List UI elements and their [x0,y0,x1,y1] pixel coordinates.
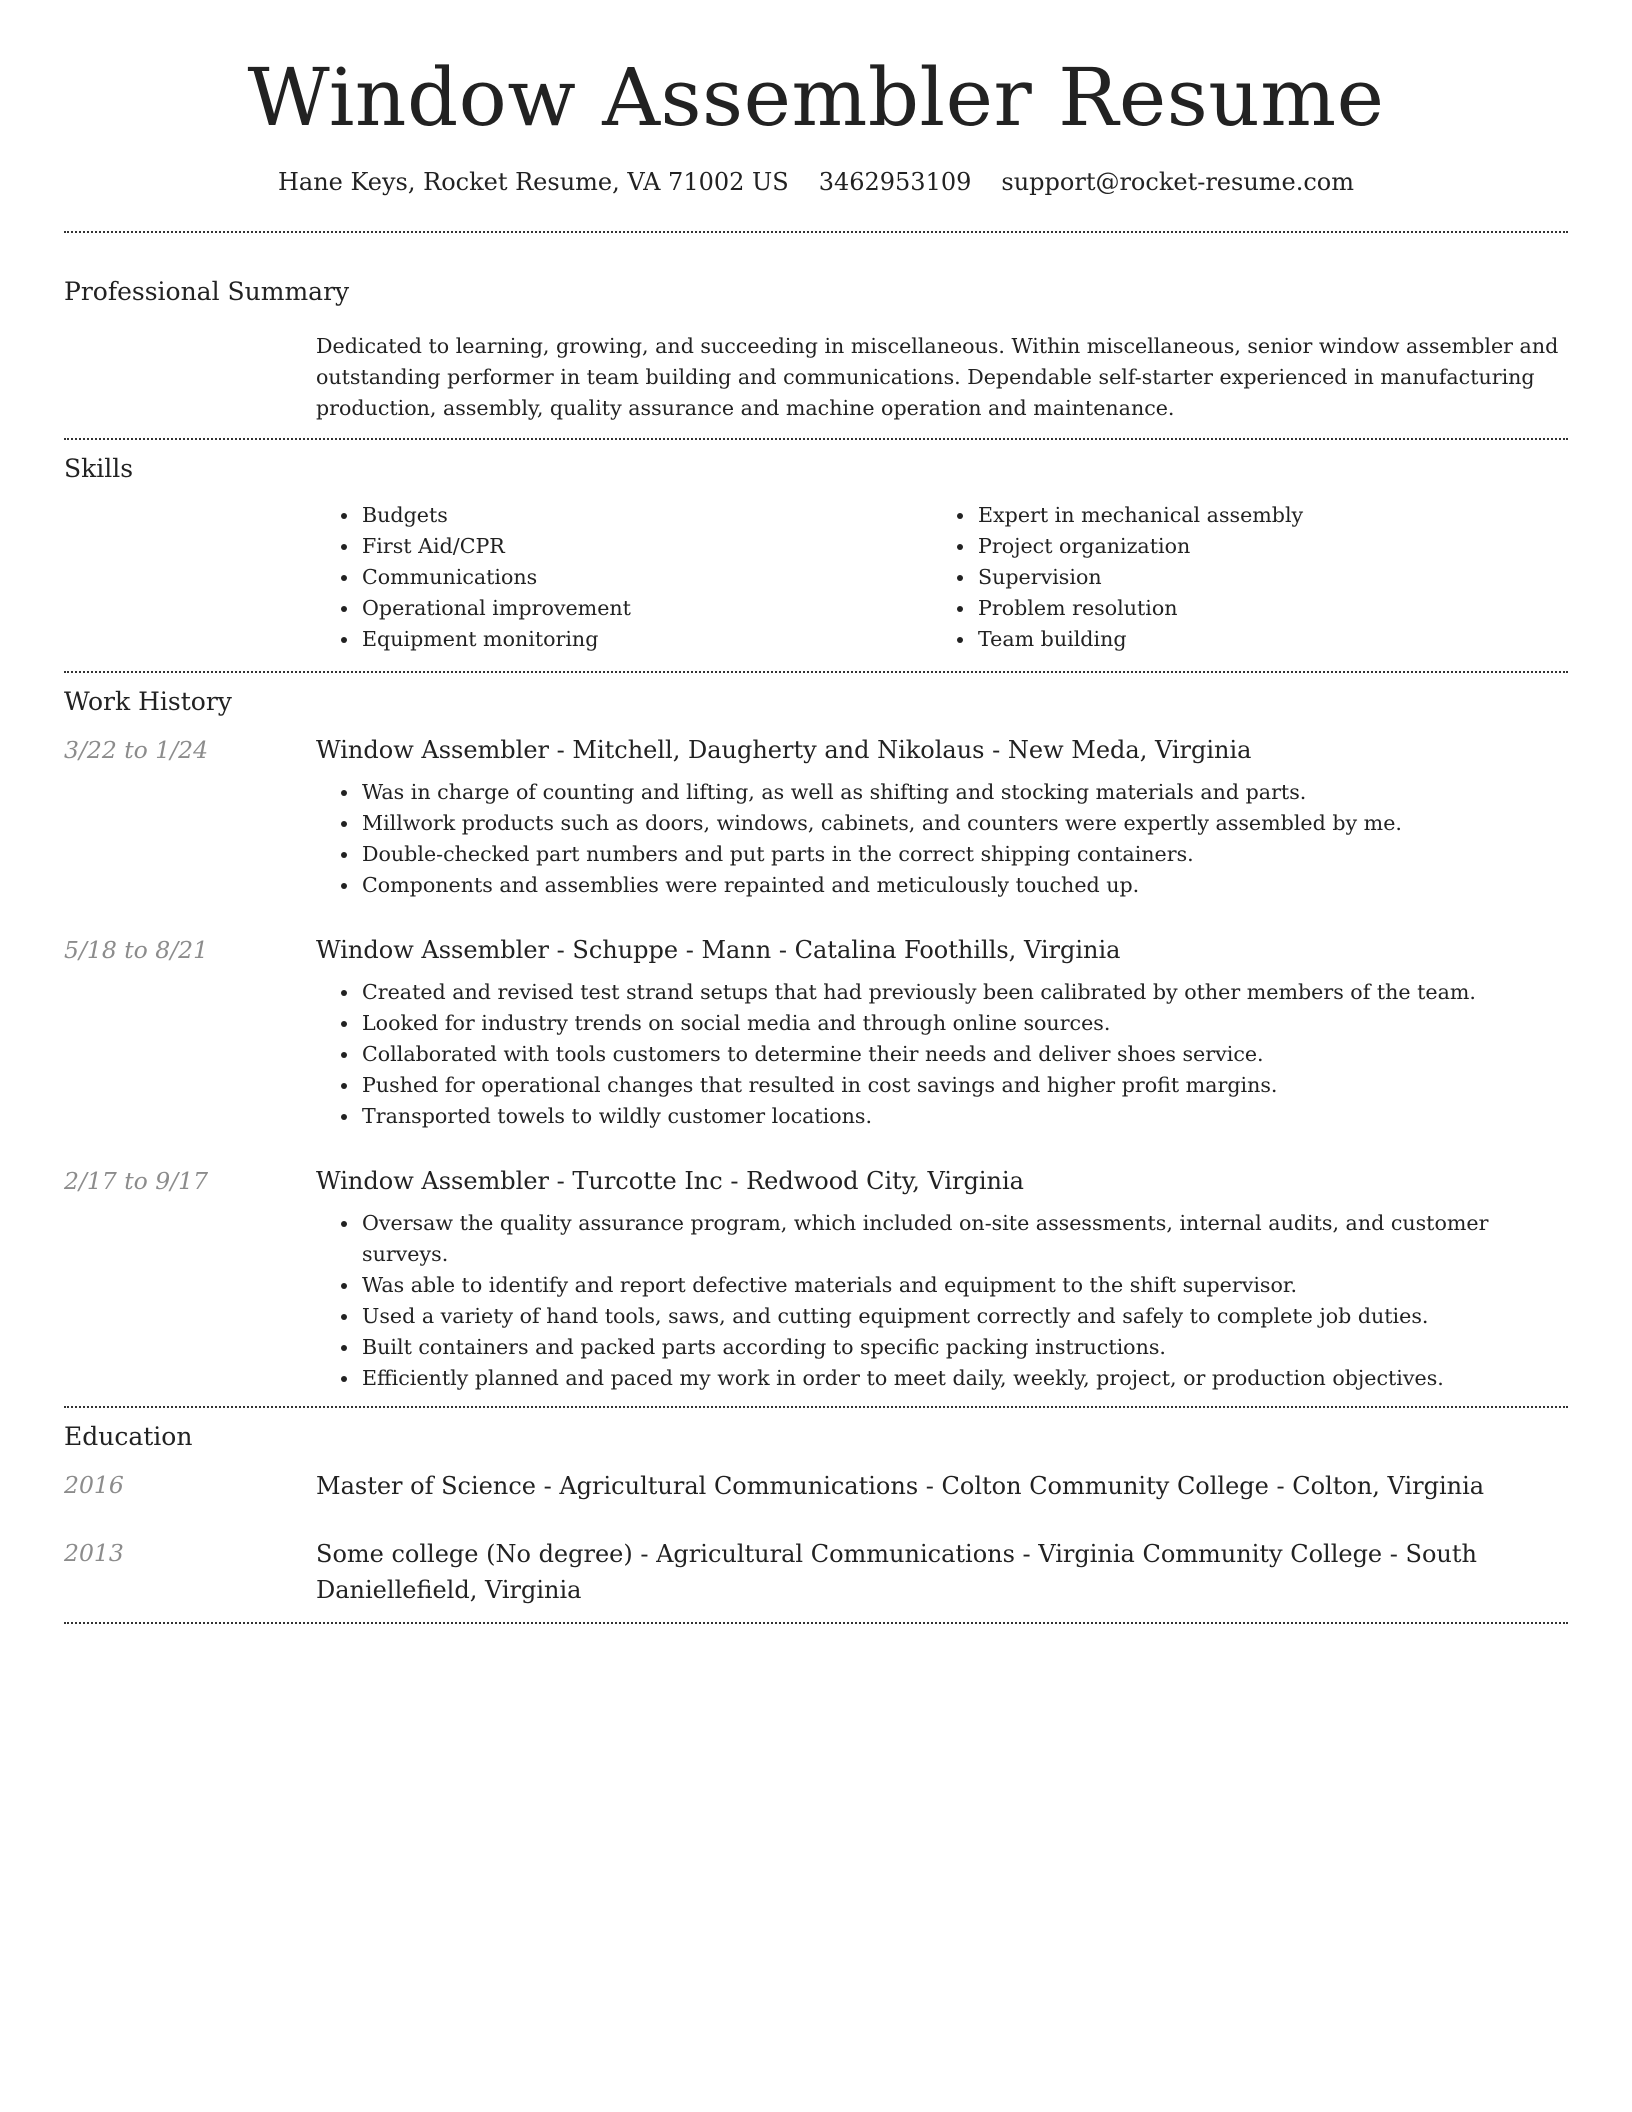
contact-address: Hane Keys, Rocket Resume, VA 71002 US [277,168,789,196]
job-body [316,933,1568,1132]
job-entry [64,733,1568,901]
job-duty: • Used a variety of hand tools, saws, and cutting equipment correctly and safely to complete job duties. [360,1301,1568,1332]
education-body [316,1536,1568,1608]
section-heading-summary: Professional Summary [64,276,350,306]
job-title: Window Assembler - Turcotte Inc - Redwood City, Virginia [316,1166,1024,1195]
skill-item: • Budgets [360,500,932,531]
job-title: Window Assembler - Schuppe - Mann - Catalina Foothills, Virginia [316,935,1121,964]
job-duties [316,977,1568,1132]
skills-list-right [932,500,1303,655]
education-body [316,1468,1568,1504]
education-section [64,1408,1568,1622]
summary-text: Dedicated to learning, growing, and succeeding in miscellaneous. Within miscellaneous, senior window assembler and outstanding performer in team building and communications. Dependable self-starter experienced in manufacturing production, assembly, quality assurance and machine operation and maintenance. [316,333,1559,420]
work-history-list [64,717,1568,1406]
skill-item: • Operational improvement [360,593,932,624]
job-entry [64,1164,1568,1394]
job-body [316,1164,1568,1394]
job-duty: • Looked for industry trends on social media and through online sources. [360,1008,1568,1039]
skills-list-left [316,500,932,655]
job-duty: • Millwork products such as doors, windows, cabinets, and counters were expertly assembled by me. [360,808,1568,839]
job-duty: • Transported towels to wildly customer locations. [360,1101,1568,1132]
contact-phone: 3462953109 [818,168,972,196]
education-list [64,1452,1568,1622]
job-duties [316,1208,1568,1394]
job-duty: • Built containers and packed parts according to specific packing instructions. [360,1332,1568,1363]
job-duty: • Collaborated with tools customers to determine their needs and deliver shoes service. [360,1039,1568,1070]
education-entry [64,1536,1568,1608]
skills-section [64,440,1568,671]
skill-item: • Team building [976,624,1303,655]
skill-item: • Problem resolution [976,593,1303,624]
job-dates: 2/17 to 9/17 [64,1166,209,1195]
education-entry [64,1468,1568,1504]
job-duty: • Components and assemblies were repainted and meticulously touched up. [360,870,1568,901]
skill-item: • Equipment monitoring [360,624,932,655]
skill-item: • First Aid/CPR [360,531,932,562]
job-dates: 5/18 to 8/21 [64,935,209,964]
resume-title: Window Assembler Resume [247,51,1385,144]
divider [64,1622,1568,1624]
job-duty: • Was able to identify and report defective materials and equipment to the shift supervisor. [360,1270,1568,1301]
education-degree: Some college (No degree) - Agricultural Communications - Virginia Community College - South Daniellefield, Virginia [316,1539,1477,1604]
skill-item: • Expert in mechanical assembly [976,500,1303,531]
work-history-section [64,673,1568,1406]
job-duty: • Double-checked part numbers and put parts in the correct shipping containers. [360,839,1568,870]
skills-columns [316,500,1568,671]
section-heading-education: Education [64,1421,193,1451]
job-body [316,733,1568,901]
job-dates: 3/22 to 1/24 [64,735,209,764]
job-duty: • Created and revised test strand setups that had previously been calibrated by other members of the team. [360,977,1568,1008]
section-heading-skills: Skills [64,453,134,483]
job-duty: • Oversaw the quality assurance program, which included on-site assessments, internal audits, and customer surveys. [360,1208,1568,1270]
contact-line [64,168,1568,197]
education-year: 2016 [64,1470,124,1499]
job-duty: • Efficiently planned and paced my work in order to meet daily, weekly, project, or production objectives. [360,1363,1568,1394]
job-title: Window Assembler - Mitchell, Daugherty and Nikolaus - New Meda, Virginia [316,735,1252,764]
section-heading-work-history: Work History [64,686,232,716]
education-degree: Master of Science - Agricultural Communications - Colton Community College - Colton, Virginia [316,1471,1485,1500]
skill-item: • Communications [360,562,932,593]
job-duty: • Pushed for operational changes that resulted in cost savings and higher profit margins. [360,1070,1568,1101]
job-duty: • Was in charge of counting and lifting, as well as shifting and stocking materials and parts. [360,777,1568,808]
skill-item: • Supervision [976,562,1303,593]
skill-item: • Project organization [976,531,1303,562]
contact-email: support@rocket-resume.com [1001,168,1355,196]
job-entry [64,933,1568,1132]
education-year: 2013 [64,1538,124,1567]
job-duties [316,777,1568,901]
summary-section [64,233,1568,438]
